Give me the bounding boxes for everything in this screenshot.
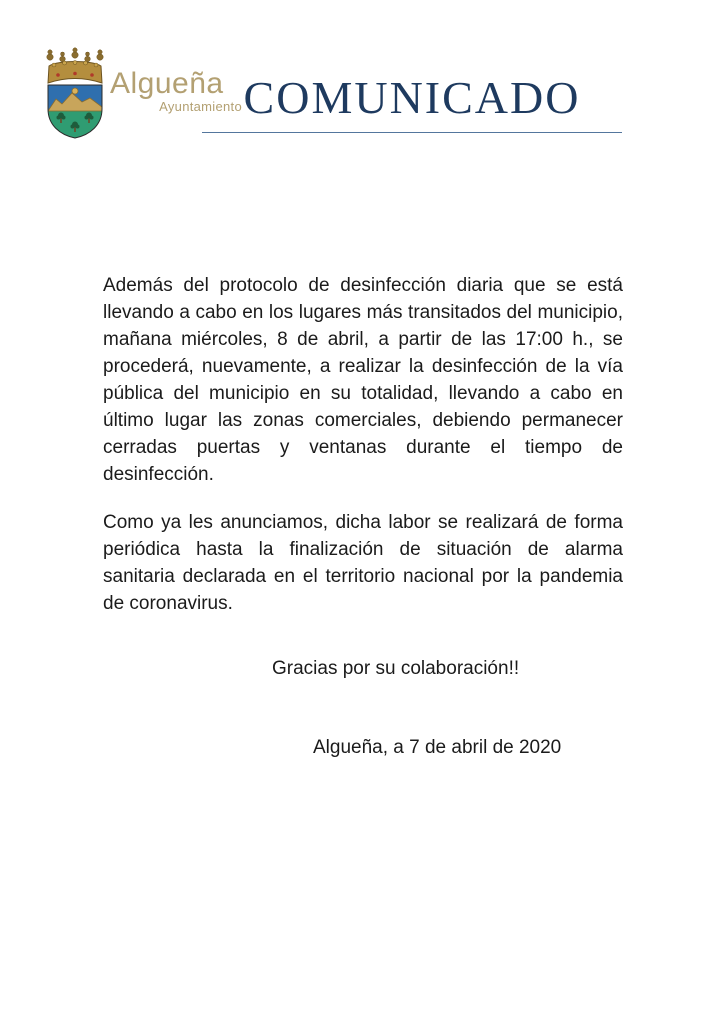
document-header (202, 74, 622, 122)
thanks-line: Gracias por su colaboración!! (272, 658, 520, 679)
title-underline (202, 132, 622, 133)
paragraph-1: Además del protocolo de desinfección diaria que se está llevando a cabo en los lugares más transitados del municipio, mañana miércoles, 8 de abril, a partir de las 17:00 h., se procederá, nuevamente, a realizar la desinfección de la vía pública del municipio en su totalidad, llevando a cabo en último lugar las zonas comerciales, debiendo permanecer cerradas puertas y ventanas durante el tiempo de desinfección. (103, 275, 623, 485)
logo-subtitle: Ayuntamiento (159, 99, 242, 114)
coat-of-arms-icon (44, 47, 106, 141)
paragraph-2: Como ya les anunciamos, dicha labor se realizará de forma periódica hasta la finalización de situación de alarma sanitaria declarada en el territorio nacional por la pandemia de coronavirus. (103, 512, 623, 614)
logo-title: Algueña (110, 67, 224, 100)
document-body (103, 272, 623, 761)
date-line: Algueña, a 7 de abril de 2020 (313, 737, 562, 758)
page-title: COMUNICADO (243, 72, 581, 123)
